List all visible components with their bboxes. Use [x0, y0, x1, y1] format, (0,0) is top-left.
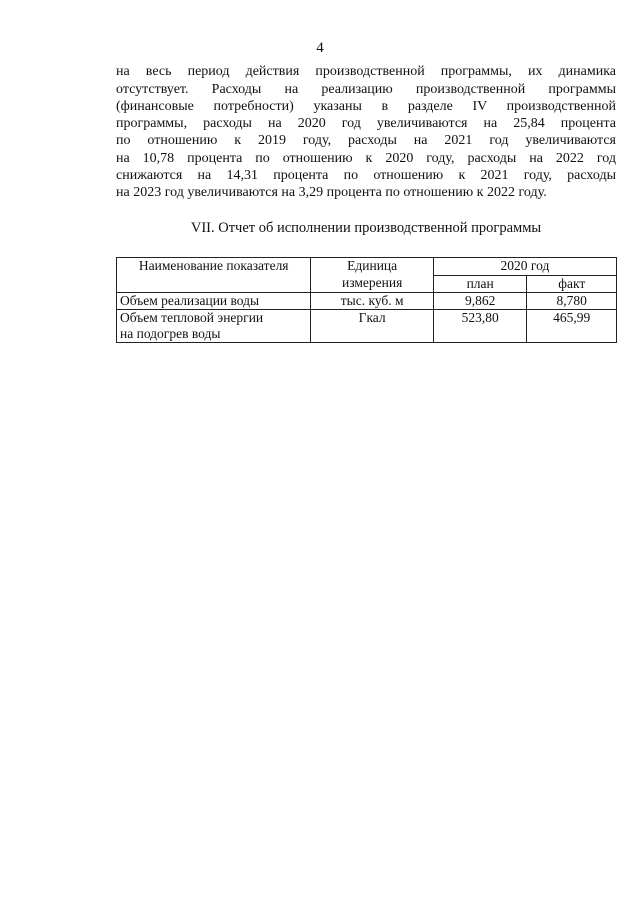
row-unit: тыс. куб. м: [311, 293, 433, 310]
row-plan-value: 523,80: [433, 310, 527, 343]
row-name-line: на подогрев воды: [120, 326, 221, 341]
header-indicator-name: Наименование показателя: [117, 258, 311, 293]
header-plan: план: [433, 275, 527, 293]
paragraph-line: программы, расходы на 2020 год увеличиваются на 25,84 процента: [116, 116, 616, 131]
header-unit: [311, 258, 433, 276]
paragraph-line: на 2023 год увеличиваются на 3,29 процента по отношению к 2022 году.: [116, 185, 547, 200]
row-fact-value: 465,99: [527, 310, 617, 343]
table-header-row: [117, 258, 617, 276]
paragraph-line: на весь период действия производственной программы, их динамика: [116, 64, 616, 79]
page-number: 4: [316, 40, 324, 56]
row-indicator-name: [117, 293, 311, 310]
table-row: [117, 293, 617, 310]
paragraph-line: отсутствует. Расходы на реализацию производственной программы: [116, 82, 616, 97]
row-name-line: Объем реализации воды: [120, 293, 260, 308]
paragraph-line: на 10,78 процента по отношению к 2020 году, расходы на 2022 год: [116, 151, 616, 166]
paragraph-line: снижаются на 14,31 процента по отношению к 2021 году, расходы: [116, 168, 616, 183]
row-name-line: Объем тепловой энергии: [120, 310, 264, 325]
table-row: [117, 310, 617, 343]
header-unit-line1: Единица: [347, 258, 398, 273]
header-fact: факт: [527, 275, 617, 293]
paragraph-line: по отношению к 2019 году, расходы на 2021 год увеличиваются: [116, 133, 616, 148]
execution-report-table: [116, 257, 617, 343]
row-fact-value: 8,780: [527, 293, 617, 310]
paragraph-line: (финансовые потребности) указаны в разделе IV производственной: [116, 99, 616, 114]
header-unit-continued: [311, 275, 433, 293]
row-unit: Гкал: [311, 310, 433, 343]
header-unit-line2: измерения: [341, 275, 403, 290]
section-title: VII. Отчет об исполнении производственной программы: [190, 220, 542, 236]
row-indicator-name: [117, 310, 311, 343]
row-plan-value: 9,862: [433, 293, 527, 310]
header-year: 2020 год: [433, 258, 616, 276]
